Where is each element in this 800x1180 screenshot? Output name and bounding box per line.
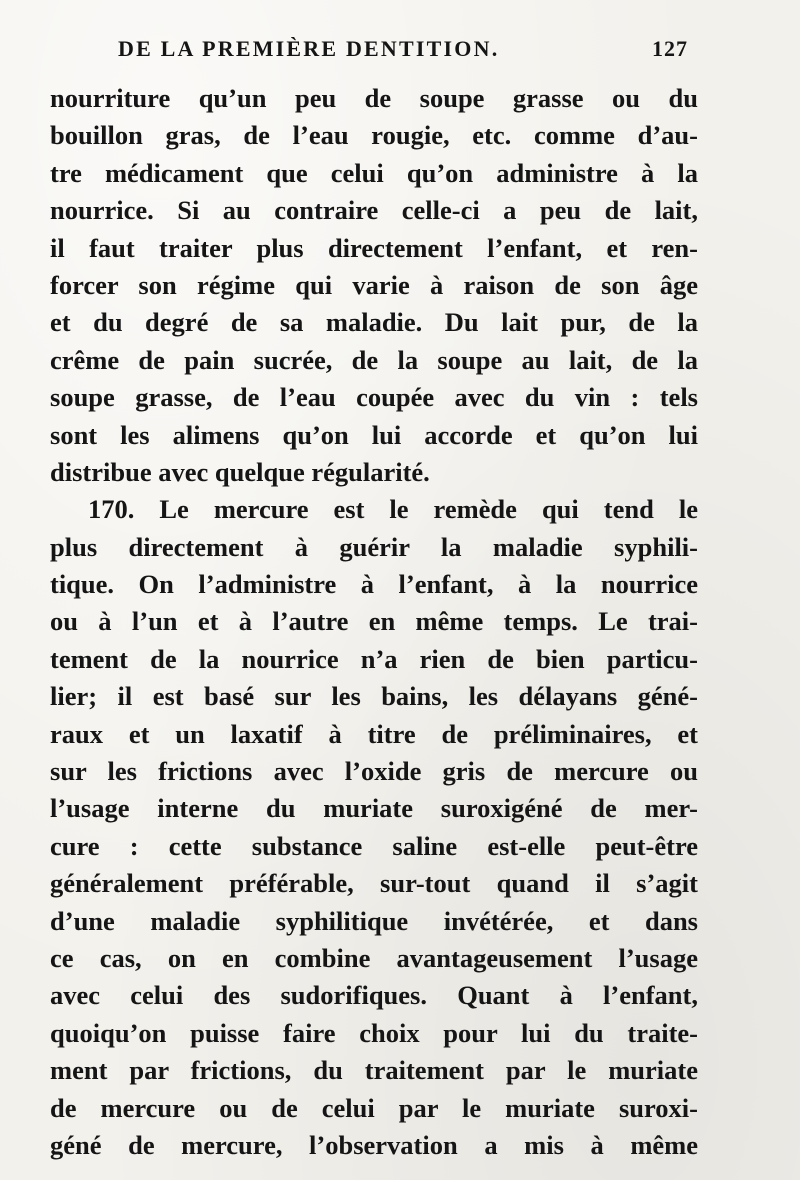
text-line: tique. On l’administre à l’enfant, à la nourrice bbox=[50, 569, 698, 600]
text-line: tre médicament que celui qu’on administre à la bbox=[50, 157, 698, 188]
text-line: géné de mercure, l’observation a mis à même bbox=[50, 1129, 698, 1160]
text-line: généralement préférable, sur-tout quand il s’agit bbox=[50, 868, 698, 899]
text-line: avec celui des sudorifiques. Quant à l’enfant, bbox=[50, 980, 698, 1011]
text-line: ce cas, on en combine avantageusement l’usage bbox=[50, 942, 698, 973]
page-header bbox=[118, 36, 688, 68]
text-line: d’une maladie syphilitique invétérée, et dans bbox=[50, 905, 698, 936]
text-line: crême de pain sucrée, de la soupe au lait, de la bbox=[50, 344, 698, 375]
text-line: forcer son régime qui varie à raison de son âge bbox=[50, 269, 698, 300]
text-line: tement de la nourrice n’a rien de bien particu- bbox=[50, 643, 698, 674]
text-line: quoiqu’on puisse faire choix pour lui du traite- bbox=[50, 1017, 698, 1048]
text-line: de mercure ou de celui par le muriate suroxi- bbox=[50, 1092, 698, 1123]
text-line: nourriture qu’un peu de soupe grasse ou du bbox=[50, 83, 698, 113]
text-line: soupe grasse, de l’eau coupée avec du vin : tels bbox=[50, 382, 698, 413]
page-body bbox=[50, 80, 698, 1164]
text-line: sur les frictions avec l’oxide gris de mercure ou bbox=[50, 756, 698, 787]
text-line: bouillon gras, de l’eau rougie, etc. comme d’au- bbox=[50, 120, 698, 151]
text-line: plus directement à guérir la maladie syphili- bbox=[50, 531, 698, 562]
text-line: nourrice. Si au contraire celle-ci a peu de lait, bbox=[50, 195, 698, 226]
text-line: l’usage interne du muriate suroxigéné de mer- bbox=[50, 793, 698, 824]
running-title: DE LA PREMIÈRE DENTITION. bbox=[118, 36, 500, 61]
text-line: lier; il est basé sur les bains, les délayans géné- bbox=[50, 681, 698, 712]
page-number: 127 bbox=[652, 36, 688, 61]
text-line: ou à l’un et à l’autre en même temps. Le trai- bbox=[50, 606, 698, 637]
text-line: il faut traiter plus directement l’enfant, et ren- bbox=[50, 232, 698, 263]
text-line: et du degré de sa maladie. Du lait pur, de la bbox=[50, 307, 698, 338]
text-line: ment par frictions, du traitement par le muriate bbox=[50, 1055, 698, 1086]
text-line: cure : cette substance saline est-elle peut-être bbox=[50, 830, 698, 861]
text-line: 170. Le mercure est le remède qui tend le bbox=[88, 494, 698, 525]
text-line: distribue avec quelque régularité. bbox=[50, 456, 430, 487]
paragraph-2 bbox=[50, 491, 698, 1164]
text-line: raux et un laxatif à titre de préliminaires, et bbox=[50, 718, 698, 749]
paragraph-1 bbox=[50, 80, 698, 491]
text-line: sont les alimens qu’on lui accorde et qu’on lui bbox=[50, 419, 698, 450]
